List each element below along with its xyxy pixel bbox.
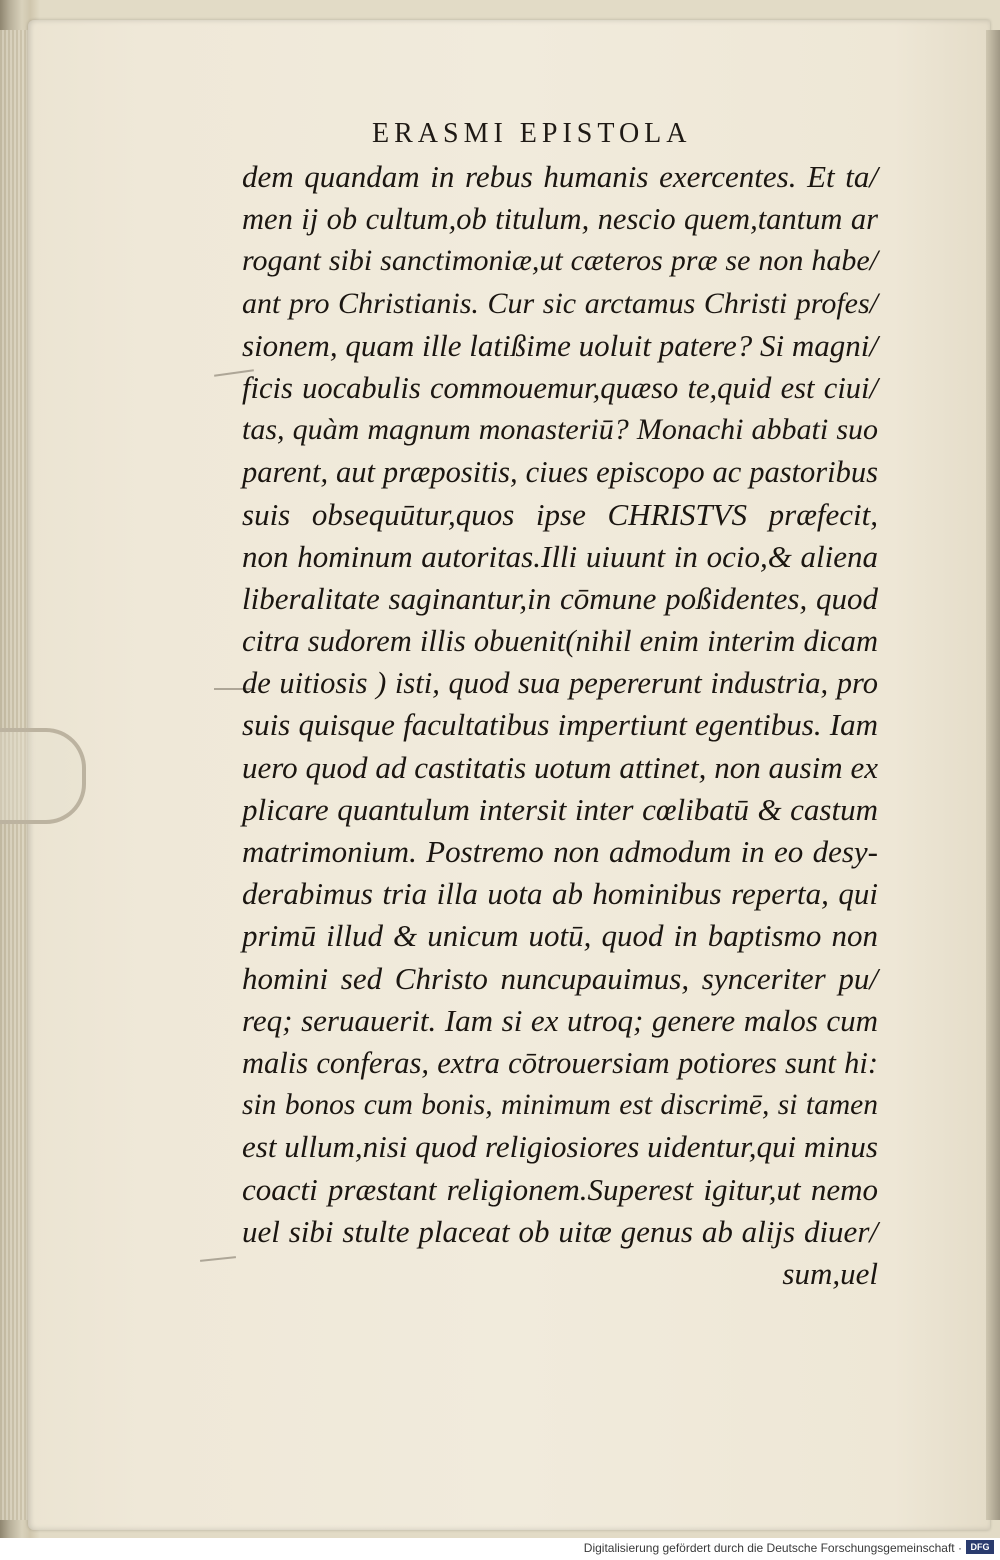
text-line: parent, aut præpositis, ciues episcopo ac pastoribus — [242, 455, 878, 490]
running-header: ERASMI EPISTOLA — [372, 118, 692, 149]
text-line: ant pro Christianis. Cur sic arctamus Christi profes/ — [242, 286, 878, 320]
text-line: derabimus tria illa uota ab hominibus reperta, qui — [242, 876, 878, 912]
text-line: malis conferas, extra cōtrouersiam potiores sunt hi: — [242, 1045, 878, 1080]
text-line: sionem, quam ille latißime uoluit patere? Si magni/ — [242, 327, 879, 363]
text-line: coacti præstant religionem.Superest igitur,ut nemo — [242, 1171, 878, 1207]
text-line: de uitiosis ) isti, quod sua pepererunt industria, pro — [242, 666, 878, 701]
text-line: plicare quantulum intersit inter cœlibatū & castum — [242, 791, 878, 827]
text-line: tas, quàm magnum monasteriū? Monachi abbati suo — [242, 413, 878, 447]
page-edge-right — [986, 30, 1000, 1520]
text-line: req; seruauerit. Iam si ex utroq; genere malos cum — [242, 1002, 878, 1038]
text-line: rogant sibi sanctimoniæ,ut cæteros præ se non habe/ — [242, 244, 878, 278]
text-line: suis obsequūtur,quos ipse CHRISTVS præfecit, — [242, 496, 878, 532]
text-line: sin bonos cum bonis, minimum est discrimē, si tamen — [242, 1089, 878, 1122]
text-line: ficis uocabulis commouemur,quæso te,quid est ciui/ — [242, 370, 878, 405]
text-line: citra sudorem illis obuenit(nihil enim interim dicam — [242, 624, 878, 659]
funding-credit-text: Digitalisierung gefördert durch die Deutsche Forschungsgemeinschaft — [583, 1541, 955, 1555]
text-line: liberalitate saginantur,in cōmune poßidentes, quod — [242, 580, 878, 616]
page-clip — [0, 728, 86, 824]
text-line: matrimonium. Postremo non admodum in eo desy- — [242, 834, 878, 869]
text-line: men ij ob cultum,ob titulum, nescio quem,tantum ar — [242, 202, 878, 237]
text-line: uero quod ad castitatis uotum attinet, non ausim ex — [242, 749, 878, 785]
catchword: sum,uel — [782, 1255, 878, 1291]
text-line: homini sed Christo nuncupauimus, synceriter pu/ — [242, 960, 878, 996]
body-text — [242, 156, 878, 1295]
text-line: uel sibi stulte placeat ob uitæ genus ab alijs diuer/ — [242, 1213, 878, 1249]
text-line: dem quandam in rebus humanis exercentes. Et ta/ — [242, 159, 878, 194]
text-line: est ullum,nisi quod religiosiores uidentur,qui minus — [242, 1129, 878, 1165]
funding-credit: Digitalisierung gefördert durch die Deutsche Forschungsgemeinschaft · — [583, 1541, 962, 1555]
text-line: primū illud & unicum uotū, quod in baptismo non — [242, 918, 878, 954]
text-line: suis quisque facultatibus impertiunt egentibus. Iam — [242, 707, 878, 743]
dfg-logo: DFG — [966, 1540, 994, 1554]
text-line: non hominum autoritas.Illi uiuunt in ocio,& aliena — [242, 538, 878, 574]
